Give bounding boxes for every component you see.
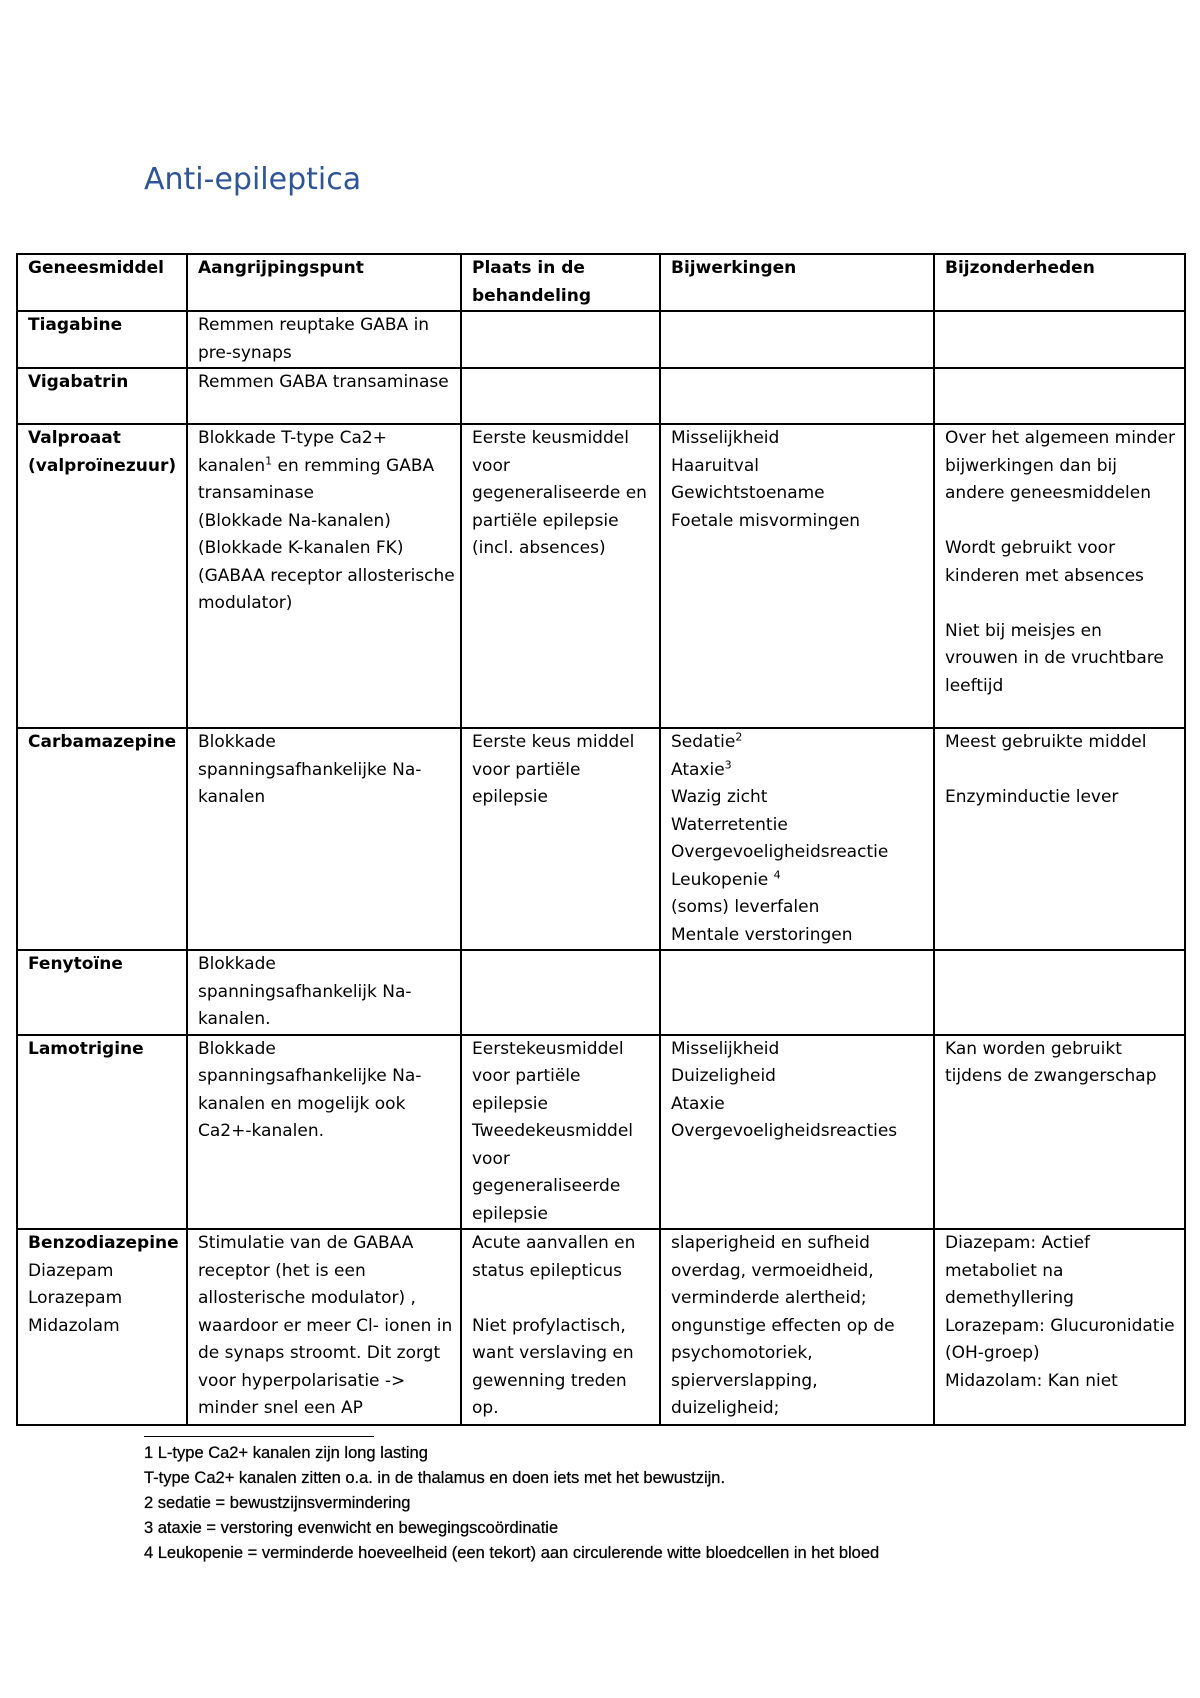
drug-name: Fenytoïne [28,954,123,974]
side-effect: Wazig zicht [671,787,768,807]
details-cell [934,424,1185,728]
place-text: Niet profylactisch, want verslaving en gewenning treden op. [472,1315,634,1418]
side-effect: Foetale misvormingen [671,510,861,531]
place-cell [461,728,660,950]
target-text: (Blokkade K-kanalen FK) [198,538,404,558]
footnote-ref: 2 [735,730,743,744]
place-cell [461,1035,660,1230]
footnote: 3 ataxie = verstoring evenwicht en bewegingscoördinatie [144,1519,559,1537]
side-effects-cell [660,311,934,368]
target-cell [187,311,461,368]
details-text: Niet bij meisjes en vrouwen in de vruchtbare leeftijd [945,620,1164,696]
column-header: Geneesmiddel [17,254,187,311]
place-cell [461,368,660,424]
target-text: Blokkade spanningsafhankelijke Na-kanalen [198,732,422,807]
place-cell [461,1229,660,1425]
target-cell [187,1229,461,1425]
target-text: Remmen reuptake GABA in pre-synaps [198,315,430,363]
column-header: Plaats in de behandeling [461,254,660,311]
page-title: Anti-epileptica [144,162,362,197]
column-header: Bijzonderheden [934,254,1185,311]
place-text: Eerstekeusmiddel voor partiële epilepsie [472,1038,624,1114]
drug-name: Vigabatrin [28,372,129,392]
table-header-row [17,254,1185,311]
side-effect: Ataxie$^3$ [671,757,732,780]
drug-name-cell [17,1035,187,1230]
footnote: 2 sedatie = bewustzijnsvermindering [144,1494,411,1512]
drug-name: Tiagabine [28,315,123,335]
anti-epileptica-table [16,253,1186,1426]
side-effects-cell [660,728,934,950]
side-effect: Misselijkheid [671,428,780,448]
side-effect: Waterretentie [671,814,788,835]
drug-name-cell [17,368,187,424]
drug-subname: Diazepam [28,1260,114,1281]
paragraph-gap [472,1285,655,1313]
side-effect: Misselijkheid [671,1038,780,1059]
drug-name: Benzodiazepine [28,1233,179,1253]
target-text: Remmen GABA transaminase [198,372,449,392]
side-effects-cell [660,368,934,424]
drug-name-cell [17,1229,187,1425]
side-effects-cell [660,1035,934,1230]
place-text: Eerste keus middel voor partiële epilepsie [472,732,635,807]
drug-name: Lamotrigine [28,1038,144,1059]
target-cell [187,950,461,1035]
paragraph-gap [945,757,1180,785]
side-effects-cell [660,1229,934,1425]
side-effect: Overgevoeligheidsreacties [671,1121,898,1141]
details-text: Diazepam: Actief metaboliet na demethyllering [945,1233,1091,1308]
place-text: Acute aanvallen en status epilepticus [472,1233,636,1281]
details-text: Kan worden gebruikt tijdens de zwangerschap [945,1038,1157,1086]
side-effects-cell [660,424,934,728]
target-text: Stimulatie van de GABAA receptor (het is een allosterische modulator) , waardoor er meer Cl- ionen in de synaps stroomt. Dit zorgt voor hyperpolarisatie -> minder snel een AP [198,1233,453,1418]
side-effect: Leukopenie $^4$ [671,867,781,890]
side-effect: Mentale verstoringen [671,924,853,945]
details-cell [934,368,1185,424]
details-text: Lorazepam: Glucuronidatie (OH-groep) [945,1315,1175,1363]
side-effects-cell [660,950,934,1035]
drug-subname: Lorazepam [28,1288,123,1308]
details-text: Meest gebruikte middel [945,732,1147,752]
footnote-ref: 3 [724,757,732,771]
table-row [17,424,1185,728]
target-text: (GABAA receptor allosterische modulator) [198,565,455,613]
table-row [17,1229,1185,1425]
column-header: Aangrijpingspunt [187,254,461,311]
footnotes [144,1441,1184,1566]
table-row [17,1035,1185,1230]
place-cell [461,311,660,368]
side-effect: Ataxie [671,1093,725,1114]
side-effect: Duizeligheid [671,1066,776,1086]
footnote-ref: 4 [773,867,781,881]
details-text: Over het algemeen minder bijwerkingen dan bij andere geneesmiddelen [945,428,1175,503]
target-text: (Blokkade Na-kanalen) [198,510,391,531]
footnote: 4 Leukopenie = verminderde hoeveelheid (een tekort) aan circulerende witte bloedcellen in het bloed [144,1544,880,1562]
target-text: Blokkade spanningsafhankelijk Na-kanalen. [198,954,412,1029]
side-effect: (soms) leverfalen [671,897,820,917]
table-row [17,728,1185,950]
column-header: Bijwerkingen [660,254,934,311]
table-row [17,368,1185,424]
place-text: Tweedekeusmiddel voor gegeneraliseerde epilepsie [472,1121,634,1224]
side-effect: Sedatie$^2$ [671,730,743,752]
drug-name-cell [17,950,187,1035]
footnote-ref: 1 [265,453,273,467]
footnote-separator [144,1436,374,1437]
table-row [17,311,1185,368]
details-text: Wordt gebruikt voor kinderen met absences [945,538,1144,586]
details-cell [934,1035,1185,1230]
target-text: Blokkade T-type Ca2+ kanalen$^1$ en remming GABA transaminase [198,428,435,503]
side-effect: Overgevoeligheidsreactie [671,842,889,862]
side-effect: slaperigheid en sufheid overdag, vermoeidheid, verminderde alertheid; ongunstige effecten op de psychomotoriek, spierverslapping, duizeligheid; [671,1233,895,1418]
paragraph-gap [945,508,1180,536]
drug-name: Valproaat (valproïnezuur) [28,428,177,476]
details-text: Enzyminductie lever [945,787,1119,807]
drug-name-cell [17,728,187,950]
details-cell [934,311,1185,368]
drug-name-cell [17,424,187,728]
details-cell [934,950,1185,1035]
target-cell [187,368,461,424]
table-row [17,950,1185,1035]
drug-subname: Midazolam [28,1315,120,1336]
details-cell [934,728,1185,950]
paragraph-gap [945,590,1180,618]
target-cell [187,424,461,728]
drug-name: Carbamazepine [28,732,177,752]
place-cell [461,950,660,1035]
target-text: Blokkade spanningsafhankelijke Na-kanalen en mogelijk ook Ca2+-kanalen. [198,1038,422,1141]
side-effect: Gewichtstoename [671,483,825,503]
details-text: Midazolam: Kan niet [945,1370,1118,1391]
footnote: T-type Ca2+ kanalen zitten o.a. in de thalamus en doen iets met het bewustzijn. [144,1469,726,1487]
side-effect: Haaruitval [671,455,759,476]
target-cell [187,728,461,950]
footnote: 1 L-type Ca2+ kanalen zijn long lasting [144,1444,428,1462]
place-text: Eerste keusmiddel voor gegeneraliseerde en partiële epilepsie (incl. absences) [472,428,647,558]
target-cell [187,1035,461,1230]
place-cell [461,424,660,728]
details-cell [934,1229,1185,1425]
drug-name-cell [17,311,187,368]
